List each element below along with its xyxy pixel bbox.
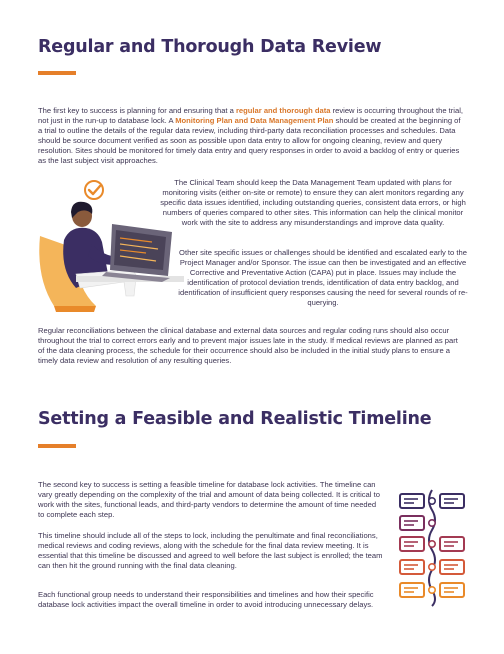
- timeline-row-5: [400, 583, 464, 597]
- section-heading-timeline: Setting a Feasible and Realistic Timeline: [38, 409, 432, 429]
- text-span: should be created at the beginning of a trial to outline the details of the regular data review, including third-party data reconciliation processes and schedules. Data should be source document verified as soon as possible upon data entry to allow for ongoing cleaning, review and query resolution. Sites should be monitored for timely data entry and query responses in order to avoid a backlog of entry or queries as the last subject visit approaches.: [38, 115, 461, 165]
- timeline-row-2: [400, 516, 435, 530]
- text-span: The first key to success is planning for and ensuring that a: [38, 106, 236, 115]
- highlight-monitoring-plan: Monitoring Plan and Data Management Plan: [175, 115, 334, 125]
- paragraph-clinical-team: The Clinical Team should keep the Data Management Team updated with plans for monitoring visits (either on-site or remote) to ensure they can alert monitors regarding any specific data issues identified, including outstanding queries, consistent data errors, or high numbers of queries compared to other sites. This information can help the clinical monitor work with the site to address any misunderstandings and improve data quality.: [160, 178, 466, 227]
- paragraph-functional-groups: Each functional group needs to understand their responsibilities and timelines and how their specific database lock activities impact the overall timeline in order to avoid introducing unnecessary delays.: [38, 590, 374, 609]
- timeline-steps-icon: [396, 486, 468, 610]
- text-span: review is occurring throughout the trial, not just in the run-up to database lock. A: [38, 106, 464, 125]
- heading-accent-rule: [38, 71, 76, 75]
- timeline-row-1: [400, 494, 464, 508]
- heading-accent-rule: [38, 444, 76, 448]
- paragraph-timeline-steps: This timeline should include all of the steps to lock, including the penultimate and final reconciliations, medical reviews and coding reviews, along with the schedule for the final data review meeting. It is essential that this timeline be discussed and agreed to well before the last subject is enrolled; the team can then hit the ground running with the final data cleaning.: [38, 531, 383, 570]
- paragraph-reconciliations: Regular reconciliations between the clinical database and external data sources and regular coding runs should also occur throughout the trial to correct errors early and to prevent major issues late in the study. If medical reviews are planned as part of the data cleaning process, the schedule for their occurrence should also be included in the initial study plans to ensure a timely data review and resolution of any resulting queries.: [38, 326, 458, 365]
- paragraph-timeline-intro: The second key to success is setting a feasible timeline for database lock activities. The timeline can vary greatly depending on the complexity of the trial and amount of data being collected. It is critical to work with the sites, functional leads, and third-party vendors to determine the amount of time needed to complete each step.: [38, 480, 380, 519]
- section-heading-data-review: Regular and Thorough Data Review: [38, 37, 382, 57]
- paragraph-site-issues: Other site specific issues or challenges should be identified and escalated early to the Project Manager and/or Sponsor. The issue can then be investigated and an effective Corrective and Preventative Action (CAPA) put in place. Issues may include the identification of protocol deviation trends, identification of data entry backlog, and identification of insufficient query responses causing the need for several rounds of re-querying.: [178, 248, 468, 307]
- highlight-regular-thorough: regular and thorough data: [235, 106, 331, 115]
- paragraph-data-review-intro: [38, 106, 466, 165]
